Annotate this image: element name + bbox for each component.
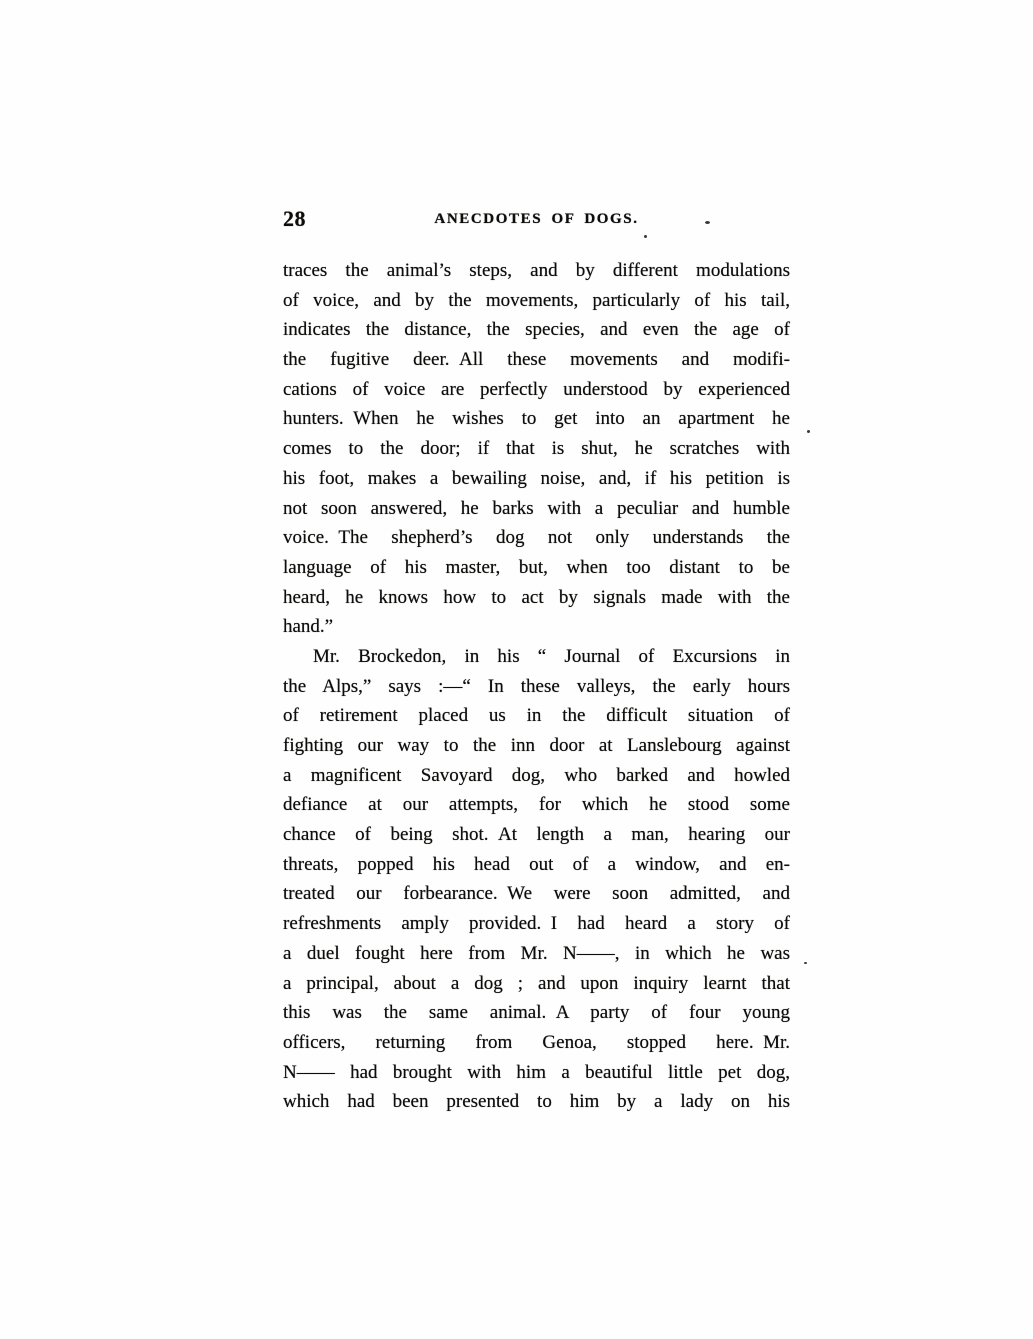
text-line: voice. The shepherd’s dog not only understands the xyxy=(283,527,790,549)
text-line: his foot, makes a bewailing noise, and, if his petition is xyxy=(283,467,790,489)
text-line: the fugitive deer. All these movements and modifi- xyxy=(283,349,790,371)
text-line: traces the animal’s steps, and by different modulations xyxy=(283,260,790,281)
text-line: not soon answered, he barks with a peculiar and humble xyxy=(283,497,790,519)
text-line: N—— had brought with him a beautiful little pet dog, xyxy=(283,1061,790,1083)
text-line: of retirement placed us in the difficult situation of xyxy=(283,705,790,727)
text-line: treated our forbearance. We were soon admitted, and xyxy=(283,883,790,905)
text-line: language of his master, but, when too distant to be xyxy=(283,556,790,578)
text-line: defiance at our attempts, for which he stood some xyxy=(283,794,790,816)
text-line: a duel fought here from Mr. N——, in which he was xyxy=(283,942,790,964)
text-line: refreshments amply provided. I had heard a story of xyxy=(283,913,790,935)
text-line: chance of being shot. At length a man, hearing our xyxy=(283,824,790,846)
scan-speck xyxy=(807,430,810,433)
text-line: comes to the door; if that is shut, he scratches with xyxy=(283,438,790,460)
text-line: hunters. When he wishes to get into an apartment he xyxy=(283,408,790,430)
scan-speck xyxy=(644,235,647,238)
text-line: threats, popped his head out of a window, and en- xyxy=(283,853,790,875)
text-line-paragraph-start: Mr. Brockedon, in his “ Journal of Excursions in xyxy=(313,645,790,667)
body-text xyxy=(283,256,790,1117)
scan-speck xyxy=(705,221,710,224)
text-line: of voice, and by the movements, particularly of his tail, xyxy=(283,289,790,311)
page-number: 28 xyxy=(283,206,306,231)
text-line: a principal, about a dog ; and upon inquiry learnt that xyxy=(283,972,790,994)
text-line: a magnificent Savoyard dog, who barked and howled xyxy=(283,764,790,786)
text-line: fighting our way to the inn door at Lanslebourg against xyxy=(283,735,790,756)
text-line: which had been presented to him by a lady on his xyxy=(283,1091,790,1113)
page-header xyxy=(283,206,790,236)
text-line-paragraph-end: hand.” xyxy=(283,616,334,638)
text-line: cations of voice are perfectly understood by experienced xyxy=(283,378,790,400)
text-line: the Alps,” says :—“ In these valleys, the early hours xyxy=(283,675,790,697)
text-line: this was the same animal. A party of four young xyxy=(283,1002,790,1024)
text-line: officers, returning from Genoa, stopped here. Mr. xyxy=(283,1031,790,1053)
scan-speck xyxy=(804,962,807,964)
text-line: indicates the distance, the species, and even the age of xyxy=(283,319,790,341)
running-title: ANECDOTES OF DOGS. xyxy=(434,211,639,227)
text-line: heard, he knows how to act by signals made with the xyxy=(283,586,790,608)
